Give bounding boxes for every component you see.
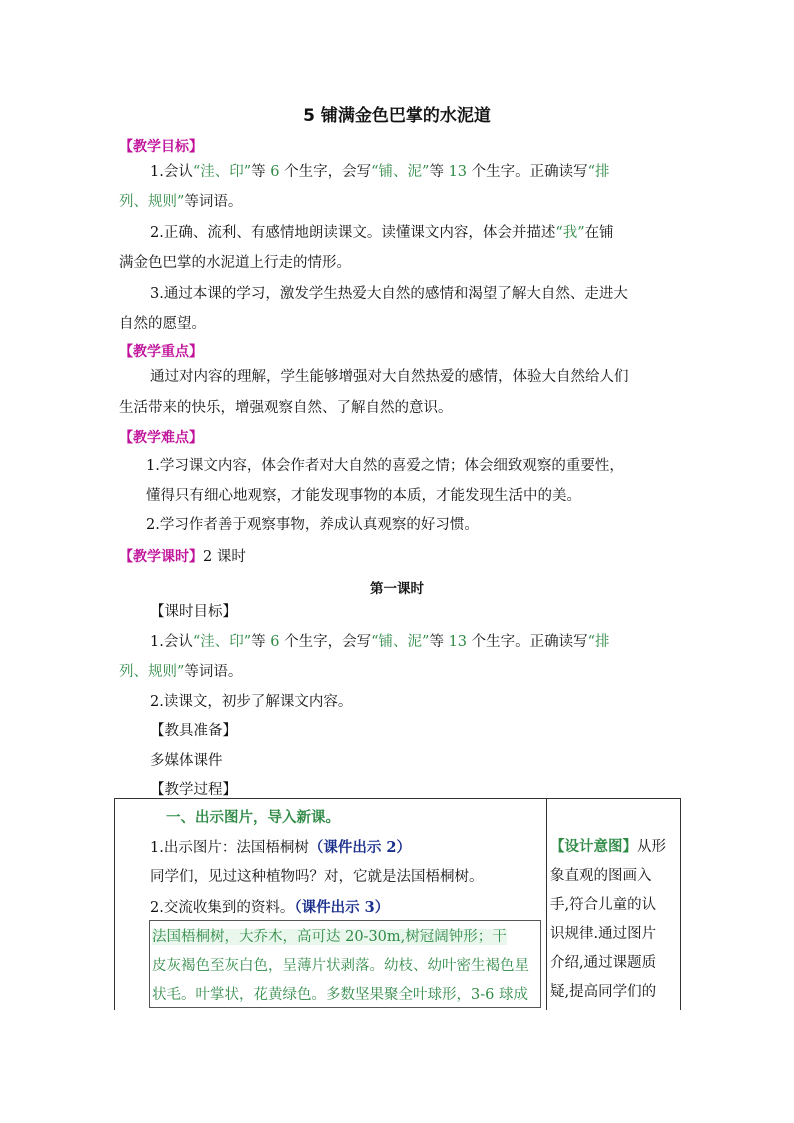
step-1-item-1: 1.出示图片：法国梧桐树（课件出示 2） xyxy=(150,839,411,856)
page-title: 5 铺满金色巴掌的水泥道 xyxy=(303,106,491,126)
objective-3-line-2: 自然的愿望。 xyxy=(119,316,206,332)
design-intent-line-3: 手,符合儿童的认 xyxy=(550,897,657,913)
lesson-goal-1-line-1: 1.会认“洼、印”等 6 个生字，会写“铺、泥”等 13 个生字。正确读写“排 xyxy=(150,634,610,650)
objective-1-line-1: 1.会认“洼、印”等 6 个生字，会写“铺、泥”等 13 个生字。正确读写“排 xyxy=(150,164,610,180)
table-divider xyxy=(546,799,547,1010)
objective-3-line-1: 3.通过本课的学习，激发学生热爱大自然的感情和渴望了解大自然、走进大 xyxy=(150,286,628,302)
keypoints-line-2: 生活带来的快乐，增强观察自然、了解自然的意识。 xyxy=(119,400,453,416)
info-box-line-2: 皮灰褐色至灰白色，呈薄片状剥落。幼枝、幼叶密生褐色星 xyxy=(152,958,529,974)
design-intent-line-5: 介绍,通过课题质 xyxy=(550,955,657,971)
difficulty-1-line-2: 懂得只有细心地观察，才能发现事物的本质，才能发现生活中的美。 xyxy=(146,488,581,504)
lesson-goal-heading: 【课时目标】 xyxy=(150,604,237,620)
design-intent-line-1: 【设计意图】从形 xyxy=(550,838,666,855)
section-keypoints-heading: 【教学重点】 xyxy=(119,344,203,360)
keypoints-line-1: 通过对内容的理解，学生能够增强对大自然热爱的感情，体验大自然给人们 xyxy=(150,369,629,385)
design-intent-line-2: 象直观的图画入 xyxy=(550,868,652,884)
info-box-line-3: 状毛。叶掌状，花黄绿色。多数坚果聚全叶球形，3-6 球成 xyxy=(152,987,528,1003)
design-intent-line-6: 疑,提高同学们的 xyxy=(550,984,657,1000)
section-hours: 【教学课时】2 课时 xyxy=(119,549,246,565)
difficulty-2: 2.学习作者善于观察事物，养成认真观察的好习惯。 xyxy=(146,517,479,533)
design-intent-line-4: 识规律.通过图片 xyxy=(550,926,657,942)
objective-2-line-2: 满金色巴掌的水泥道上行走的情形。 xyxy=(119,255,351,271)
lesson-goal-2: 2.读课文，初步了解课文内容。 xyxy=(150,694,353,710)
section-difficulties-heading: 【教学难点】 xyxy=(119,430,203,446)
step-1-heading: 一、出示图片，导入新课。 xyxy=(166,809,340,826)
tools-value: 多媒体课件 xyxy=(150,753,223,769)
design-intent xyxy=(550,832,674,1007)
lesson-goal-1-line-2: 列、规则”等词语。 xyxy=(119,664,243,680)
step-1-item-3: 2.交流收集到的资料。（课件出示 3） xyxy=(150,899,390,916)
step-1-item-2: 同学们，见过这种植物吗？对，它就是法国梧桐树。 xyxy=(150,869,484,885)
tools-heading: 【教具准备】 xyxy=(150,723,237,739)
objective-1-line-2: 列、规则”等词语。 xyxy=(119,194,243,210)
hours-value: 2 课时 xyxy=(203,549,246,565)
objective-2-line-1: 2.正确、流利、有感情地朗读课文。读懂课文内容，体会并描述“我”在铺 xyxy=(150,225,614,241)
section-objectives-heading: 【教学目标】 xyxy=(119,139,203,155)
info-box-line-1: 法国梧桐树，大乔木，高可达 20-30m,树冠阔钟形；干 xyxy=(152,929,507,945)
difficulty-1-line-1: 1.学习课文内容，体会作者对大自然的喜爱之情；体会细致观察的重要性， xyxy=(146,458,624,474)
lesson1-heading: 第一课时 xyxy=(370,581,424,597)
process-heading: 【教学过程】 xyxy=(150,782,237,798)
